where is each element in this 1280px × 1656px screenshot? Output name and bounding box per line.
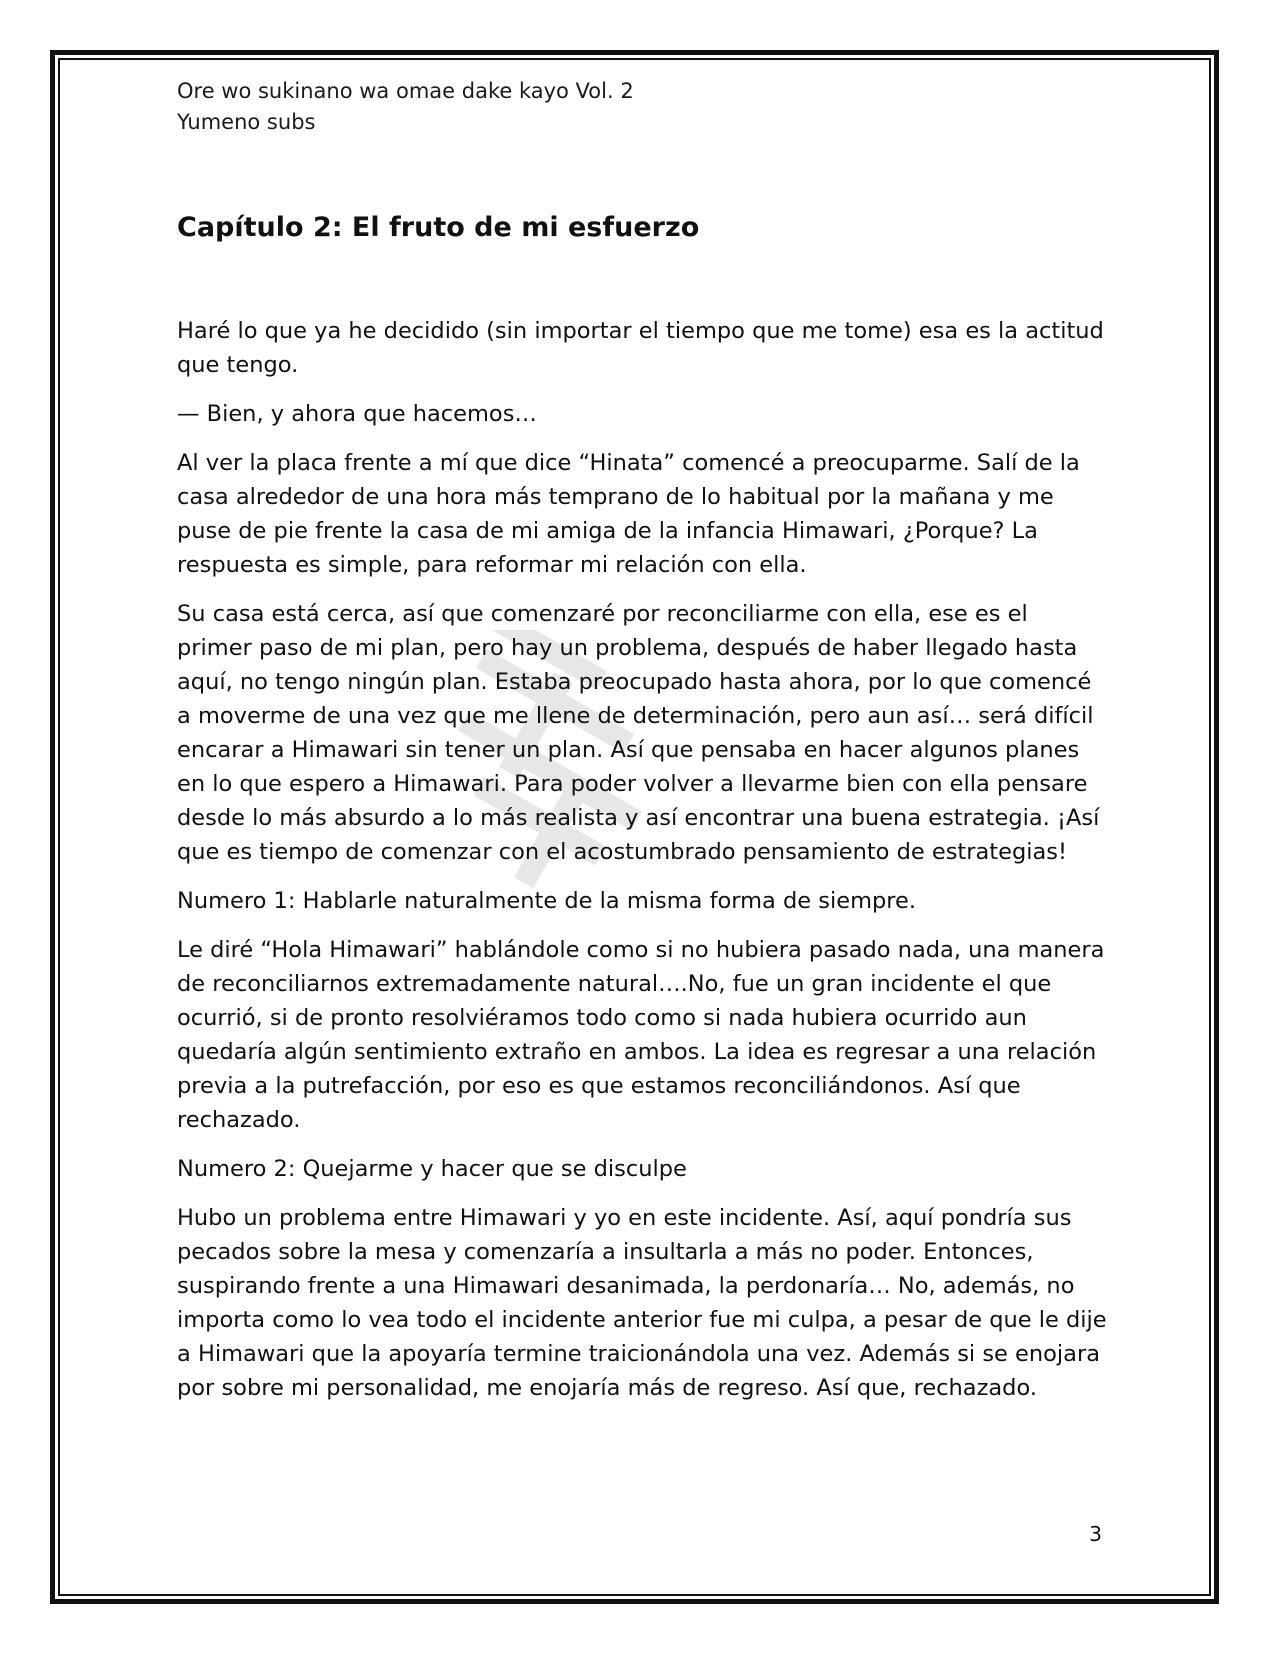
paragraph: Al ver la placa frente a mí que dice “Hinata” comencé a preocuparme. Salí de la casa alrededor de una hora más temprano de lo habitual por la mañana y me puse de pie frente la casa de mi amiga de la infancia Himawari, ¿Porque? La respuesta es simple, para reformar mi relación con ella. — [177, 450, 1080, 578]
header-group-name: Yumeno subs — [177, 110, 316, 134]
body-text — [177, 314, 1107, 1420]
header-series-title: Ore wo sukinano wa omae dake kayo Vol. 2 — [177, 79, 634, 103]
paragraph: Le diré “Hola Himawari” hablándole como si no hubiera pasado nada, una manera de reconciliarnos extremadamente natural….No, fue un gran incidente el que ocurrió, si de pronto resolviéramos todo como si nada hubiera ocurrido aun quedaría algún sentimiento extraño en ambos. La idea es regresar a una relación previa a la putrefacción, por eso es que estamos reconciliándonos. Así que rechazado. — [177, 937, 1105, 1133]
paragraph: Haré lo que ya he decidido (sin importar el tiempo que me tome) esa es la actitud que tengo. — [177, 318, 1104, 378]
paragraph: Su casa está cerca, así que comenzaré por reconciliarme con ella, ese es el primer paso de mi plan, pero hay un problema, después de haber llegado hasta aquí, no tengo ningún plan. Estaba preocupado hasta ahora, por lo que comencé a moverme de una vez que me llene de determinación, pero aun así… será difícil encarar a Himawari sin tener un plan. Así que pensaba en hacer algunos planes en lo que espero a Himawari. Para poder volver a llevarme bien con ella pensare desde lo más absurdo a lo más realista y así encontrar una buena estrategia. ¡Así que es tiempo de comenzar con el acostumbrado pensamiento de estrategias! — [177, 601, 1100, 865]
paragraph: Numero 2: Quejarme y hacer que se disculpe — [177, 1156, 687, 1182]
chapter-title: Capítulo 2: El fruto de mi esfuerzo — [177, 212, 700, 243]
document-header — [177, 76, 634, 138]
page-number: 3 — [1089, 1522, 1102, 1546]
paragraph: Numero 1: Hablarle naturalmente de la misma forma de siempre. — [177, 888, 917, 914]
paragraph: Hubo un problema entre Himawari y yo en este incidente. Así, aquí pondría sus pecados sobre la mesa y comenzaría a insultarla a más no poder. Entonces, suspirando frente a una Himawari desanimada, la perdonaría… No, además, no importa como lo vea todo el incidente anterior fue mi culpa, a pesar de que le dije a Himawari que la apoyaría termine traicionándola una vez. Además si se enojara por sobre mi personalidad, me enojaría más de regreso. Así que, rechazado. — [177, 1205, 1107, 1401]
paragraph: — Bien, y ahora que hacemos… — [177, 401, 537, 427]
